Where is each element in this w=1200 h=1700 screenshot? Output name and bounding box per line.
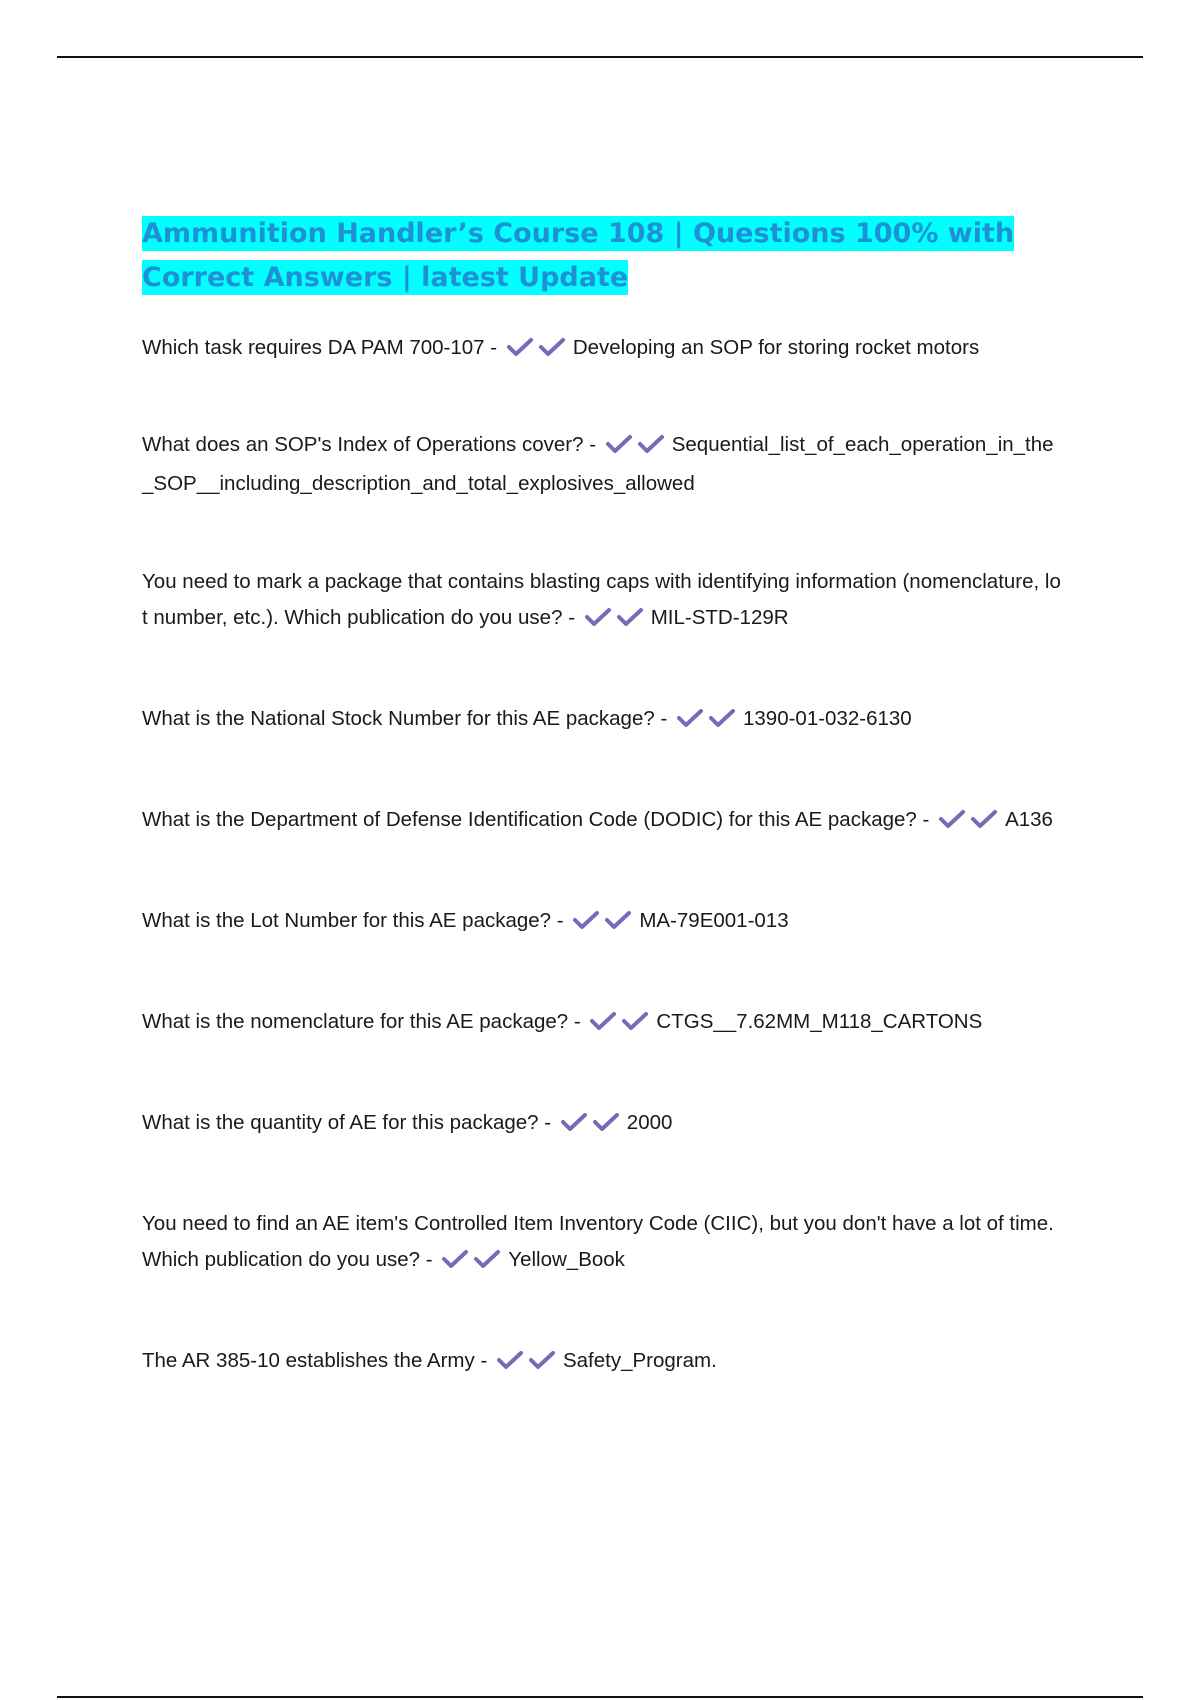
qa-item bbox=[142, 1343, 1062, 1382]
check-icon bbox=[606, 434, 632, 454]
check-icon bbox=[638, 434, 664, 454]
qa-item bbox=[142, 903, 1062, 942]
check-icon bbox=[561, 1112, 587, 1132]
double-check-icon bbox=[573, 906, 637, 942]
check-icon bbox=[622, 1011, 648, 1031]
double-check-icon bbox=[606, 430, 670, 466]
check-icon bbox=[573, 910, 599, 930]
question-text: What is the National Stock Number for this AE package? bbox=[142, 707, 655, 730]
double-check-icon bbox=[561, 1108, 625, 1144]
document-title bbox=[142, 212, 1062, 300]
question-text: You need to mark a package that contains blasting caps with identifying information (nomenclature, lot number, etc.). Which publication do you use? bbox=[142, 570, 1061, 629]
title-highlight: Ammunition Handler’s Course 108 | Questions 100% with Correct Answers | latest Update bbox=[142, 218, 1015, 293]
qa-item bbox=[142, 701, 1062, 740]
qa-list bbox=[142, 330, 1062, 1382]
answer-text: Yellow_Book bbox=[508, 1248, 625, 1271]
check-icon bbox=[529, 1350, 555, 1370]
check-icon bbox=[971, 809, 997, 829]
check-icon bbox=[507, 337, 533, 357]
qa-item bbox=[142, 1004, 1062, 1043]
document-body bbox=[142, 212, 1062, 1382]
qa-item bbox=[142, 564, 1062, 639]
check-icon bbox=[939, 809, 965, 829]
qa-item bbox=[142, 802, 1062, 841]
answer-text: Developing an SOP for storing rocket motors bbox=[572, 336, 980, 359]
separator-dash: - bbox=[556, 909, 564, 932]
separator-dash: - bbox=[922, 808, 930, 831]
answer-text: MIL-STD-129R bbox=[650, 606, 789, 629]
separator-dash: - bbox=[544, 1111, 552, 1134]
check-icon bbox=[677, 708, 703, 728]
double-check-icon bbox=[497, 1346, 561, 1382]
qa-item bbox=[142, 427, 1062, 502]
question-text: What is the Lot Number for this AE package? bbox=[142, 909, 552, 932]
qa-item bbox=[142, 330, 1062, 369]
check-icon bbox=[593, 1112, 619, 1132]
answer-text: CTGS__7.62MM_M118_CARTONS bbox=[656, 1010, 983, 1033]
bottom-page-rule bbox=[57, 1696, 1143, 1698]
answer-text: MA-79E001-013 bbox=[639, 909, 789, 932]
answer-text: Sequential_list_of_each_operation_in_the_SOP__including_description_and_total_explosives_allowed bbox=[142, 433, 1054, 495]
qa-item bbox=[142, 1206, 1062, 1281]
double-check-icon bbox=[585, 603, 649, 639]
question-text: You need to find an AE item's Controlled Item Inventory Code (CIIC), but you don't have a lot of time. Which publication do you use? bbox=[142, 1212, 1054, 1271]
top-page-rule bbox=[57, 56, 1143, 58]
double-check-icon bbox=[507, 333, 571, 369]
question-text: What is the nomenclature for this AE package? bbox=[142, 1010, 569, 1033]
check-icon bbox=[585, 607, 611, 627]
question-text: What is the quantity of AE for this package? bbox=[142, 1111, 539, 1134]
separator-dash: - bbox=[425, 1248, 433, 1271]
separator-dash: - bbox=[480, 1349, 488, 1372]
answer-text: 1390-01-032-6130 bbox=[743, 707, 912, 730]
question-text: What is the Department of Defense Identification Code (DODIC) for this AE package? bbox=[142, 808, 917, 831]
separator-dash: - bbox=[589, 433, 597, 456]
double-check-icon bbox=[677, 704, 741, 740]
double-check-icon bbox=[939, 805, 1003, 841]
double-check-icon bbox=[442, 1245, 506, 1281]
answer-text: Safety_Program. bbox=[562, 1349, 717, 1372]
separator-dash: - bbox=[573, 1010, 581, 1033]
question-text: What does an SOP's Index of Operations cover? bbox=[142, 433, 584, 456]
check-icon bbox=[617, 607, 643, 627]
separator-dash: - bbox=[660, 707, 668, 730]
answer-text: A136 bbox=[1005, 808, 1053, 831]
question-text: The AR 385-10 establishes the Army bbox=[142, 1349, 475, 1372]
check-icon bbox=[605, 910, 631, 930]
check-icon bbox=[590, 1011, 616, 1031]
check-icon bbox=[709, 708, 735, 728]
answer-text: 2000 bbox=[626, 1111, 673, 1134]
check-icon bbox=[539, 337, 565, 357]
check-icon bbox=[474, 1249, 500, 1269]
double-check-icon bbox=[590, 1007, 654, 1043]
check-icon bbox=[497, 1350, 523, 1370]
qa-item bbox=[142, 1105, 1062, 1144]
check-icon bbox=[442, 1249, 468, 1269]
separator-dash: - bbox=[568, 606, 576, 629]
separator-dash: - bbox=[490, 336, 498, 359]
question-text: Which task requires DA PAM 700-107 bbox=[142, 336, 485, 359]
